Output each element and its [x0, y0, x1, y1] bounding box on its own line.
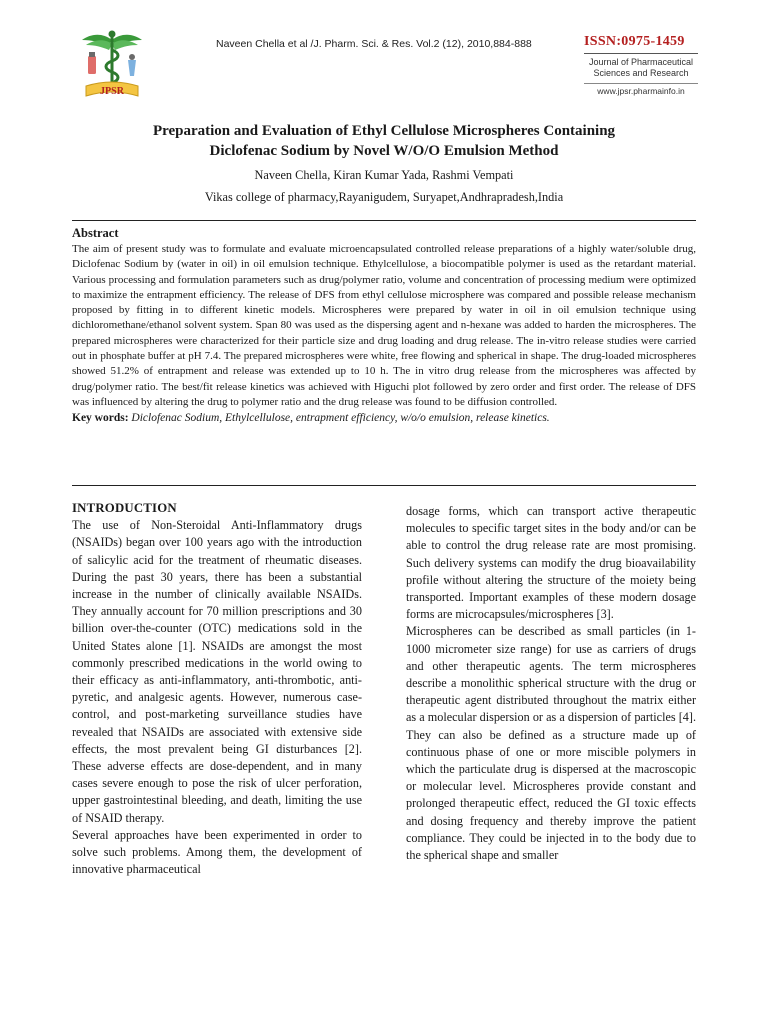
title-line-1: Preparation and Evaluation of Ethyl Cellulose Microspheres Containing [152, 123, 616, 139]
abstract-heading: Abstract [72, 226, 119, 240]
introduction-heading: INTRODUCTION [72, 501, 177, 515]
intro-paragraph-1: The use of Non-Steroidal Anti-Inflammatory drugs (NSAIDs) began over 100 years ago with the introduction of salicylic acid for the treatment of rheumatic diseases. During the past 30 years, there has been a substantial increase in the number of clinically available NSAIDs. They annually account for 70 million prescriptions and 30 billion over-the-counter (OTC) medications sold in the United States alone [1]. NSAIDs are amongst the most commonly prescribed medications in the world owing to their efficacy as anti-inflammatory, anti-thrombotic, anti-pyretic, and analgesic agents. However, numerous case-control, and post-marketing surveillance studies have revealed that NSAIDs are associated with extensive side effects, the most prevalent being GI disturbances [2]. These adverse effects are dose-dependent, and in many cases severe enough to pose the risk of ulcer perforation, upper gastrointestinal bleeding, and death, limiting the use of NSAID therapy. [72, 518, 362, 825]
abstract-bottom-rule [72, 485, 696, 486]
abstract-text: The aim of present study was to formulate and evaluate microencapsulated controlled release preparations of a highly water/soluble drug, Diclofenac Sodium by (water in oil) in oil emulsion technique. Ethylcellulose, a biocompatible polymer is used as the retardant material. Various processing and formulation parameters such as drug/polymer ratio, volume and concentration of processing medium were optimized to maximize the entrapment efficiency. The release of DFS from ethyl cellulose microsphere was compared and possible release mechanism proposed by fitting in to different kinetic models. Microspheres were prepared by water in oil in oil emulsion technique using dichloromethane/ethanol solvent system. Span 80 was used as the dispersing agent and n-hexane was added to harden the microspheres. The prepared microspheres were characterized for their particle size and drug loading and drug release. The in-vitro release studies were carried out in phosphate buffer at pH 7.4. The prepared microspheres were white, free flowing and spherical in shape. The drug-loaded microspheres showed 51.2% of entrapment and release was extended up to 10 h. The in vitro drug release from the microspheres was affected by drug/polymer ratio. The best/fit release kinetics was achieved with Higuchi plot followed by zero order and first order. The release of DFS was influenced by altering the drug to polymer ratio and the drug release was found to be diffusion controlled. [72, 243, 696, 408]
svg-text:JPSR: JPSR [100, 86, 124, 97]
keywords-list: Diclofenac Sodium, Ethylcellulose, entrapment efficiency, w/o/o emulsion, release kinetics. [131, 412, 550, 425]
right-paragraph-2: Microspheres can be described as small particles (in 1-1000 micrometer size range) for use as carriers of drugs and other therapeutic agents. The term microspheres describe a monolithic spherical structure with the drug or therapeutic agent distributed throughout the matrix either as a molecular dispersion or as a dispersion of particles [4]. They can also be defined as a structure made up of continuous phase of one or more miscible polymers in which the particulate drug is dispersed at the macroscopic or molecular level. Microspheres provide constant and prolonged therapeutic effect, reduced the GI toxic effects and dosing frequency and thereby improve the patient compliance. They could be injected in to the body due to the spherical shape and smaller [406, 624, 696, 863]
abstract-section [72, 226, 696, 424]
abstract-top-rule [72, 220, 696, 221]
issn-divider [584, 53, 698, 54]
affiliation: Vikas college of pharmacy,Rayanigudem, Suryapet,Andhrapradesh,India [204, 190, 564, 204]
author-list: Naveen Chella, Kiran Kumar Yada, Rashmi Vempati [254, 168, 514, 182]
paper-title [60, 121, 708, 161]
issn-box [584, 34, 698, 96]
title-line-2: Diclofenac Sodium by Novel W/O/O Emulsion Method [209, 143, 559, 159]
journal-logo [78, 26, 146, 100]
keywords-line [72, 412, 696, 424]
journal-name-line2: Sciences and Research [593, 68, 689, 78]
issn-number: ISSN:0975-1459 [584, 34, 685, 49]
caduceus-logo-icon [78, 26, 146, 100]
intro-paragraph-2: Several approaches have been experimented in order to solve such problems. Among them, the development of innovative pharmaceutical [72, 827, 362, 877]
keywords-label: Key words: [72, 412, 129, 425]
journal-divider [584, 83, 698, 84]
right-paragraph-1: dosage forms, which can transport active therapeutic molecules to specific target sites in the body and/or can be able to control the drug release rate are most promising. Such delivery systems can modify the drug bioavailability profile without altering the structure of the moiety being transported. Important examples of these modern dosage forms are microcapsules/microspheres [3]. [406, 504, 696, 622]
journal-website-link[interactable]: www.jpsr.pharmainfo.in [597, 86, 685, 96]
right-column [406, 503, 696, 864]
journal-name-line1: Journal of Pharmaceutical [588, 57, 694, 67]
citation-line: Naveen Chella et al /J. Pharm. Sci. & Res. Vol.2 (12), 2010,884-888 [216, 38, 532, 50]
left-column [72, 500, 362, 878]
